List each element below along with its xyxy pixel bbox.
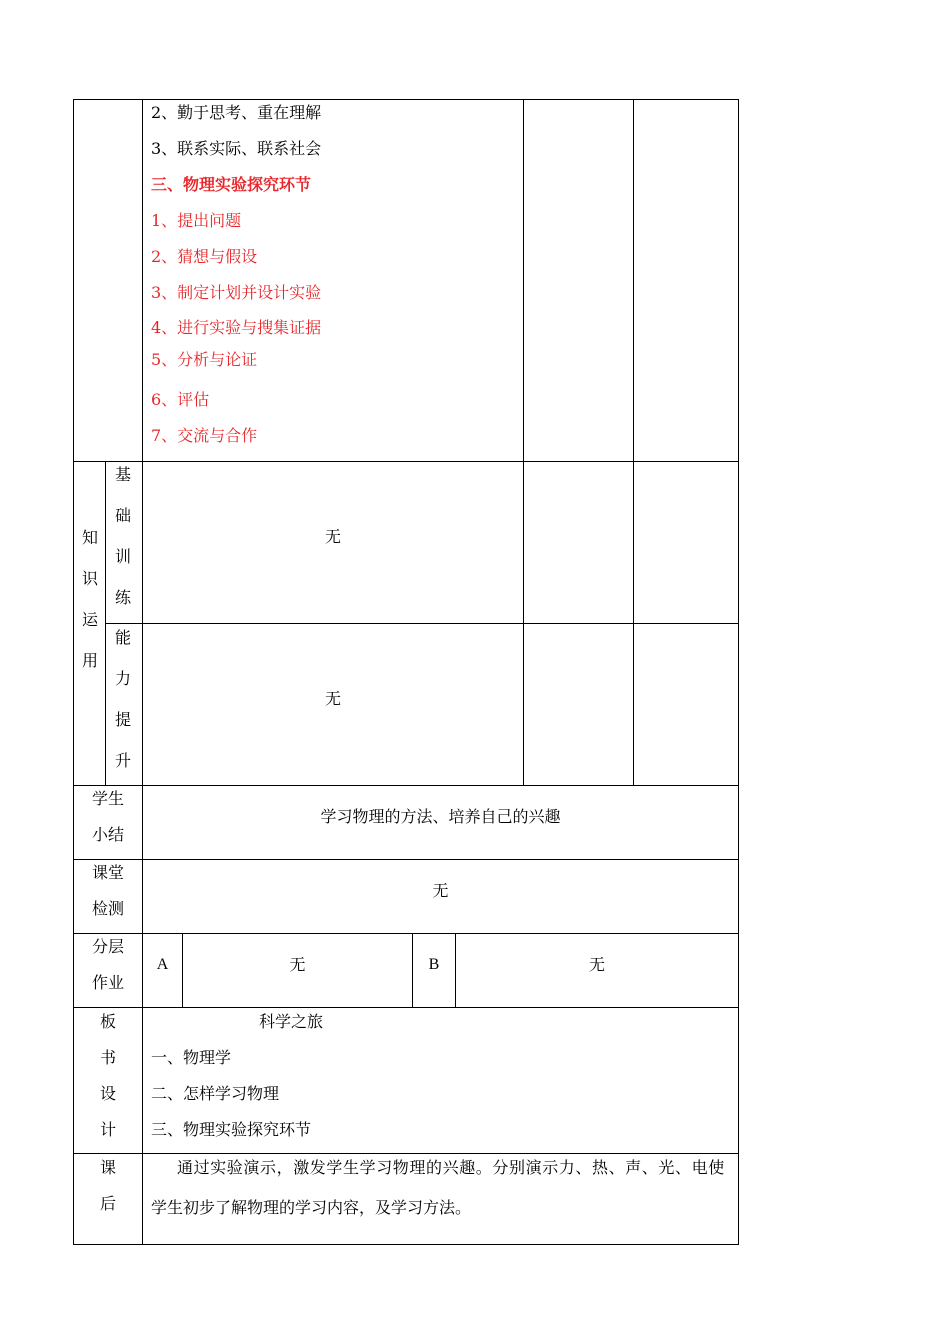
row-divider-ability — [105, 623, 739, 624]
row-divider-board — [73, 1007, 739, 1008]
table-left-border — [73, 99, 74, 1245]
section-heading-experiment: 三、物理实验探究环节 — [151, 175, 312, 194]
table-right-border — [738, 99, 739, 1245]
extra-column-divider-2 — [633, 99, 634, 785]
reflection-line-1: 通过实验演示，激发学生学习物理的兴趣。分别演示力、热、声、光、电使 — [177, 1158, 725, 1177]
board-item-1: 一、物理学 — [151, 1048, 232, 1067]
board-item-2: 二、怎样学习物理 — [151, 1084, 280, 1103]
homework-b-content: 无 — [588, 955, 605, 974]
top-line-1: 2、勤于思考、重在理解 — [151, 103, 322, 122]
summary-content: 学习物理的方法、培养自己的兴趣 — [320, 807, 561, 826]
ability-label: 能 力 提 升 — [114, 628, 131, 770]
row-divider-knowledge — [73, 461, 739, 462]
experiment-step-1: 1、提出问题 — [151, 211, 242, 230]
experiment-step-5: 5、分析与论证 — [151, 350, 258, 369]
row-divider-reflection — [73, 1153, 739, 1154]
experiment-step-6: 6、评估 — [151, 390, 210, 409]
homework-label-1: 分层 — [91, 937, 124, 956]
summary-label-2: 小结 — [91, 825, 124, 844]
top-line-2: 3、联系实际、联系社会 — [151, 139, 322, 158]
summary-label-1: 学生 — [91, 789, 124, 808]
ability-content: 无 — [324, 689, 341, 708]
knowledge-label: 知 识 运 用 — [81, 528, 98, 670]
classtest-label-2: 检测 — [91, 899, 124, 918]
classtest-content: 无 — [432, 881, 449, 900]
board-item-3: 三、物理实验探究环节 — [151, 1120, 312, 1139]
row-divider-summary — [73, 785, 739, 786]
row-divider-classtest — [73, 859, 739, 860]
experiment-step-2: 2、猜想与假设 — [151, 247, 258, 266]
row-divider-homework — [73, 933, 739, 934]
homework-b-label: B — [428, 956, 440, 973]
experiment-step-3: 3、制定计划并设计实验 — [151, 283, 322, 302]
experiment-step-7: 7、交流与合作 — [151, 426, 258, 445]
classtest-label-1: 课堂 — [91, 863, 124, 882]
table-bottom-border — [73, 1244, 739, 1245]
table-top-border — [73, 99, 739, 100]
experiment-step-4: 4、进行实验与搜集证据 — [151, 318, 322, 337]
board-label: 板 书 设 计 — [99, 1012, 116, 1139]
homework-label-2: 作业 — [91, 973, 124, 992]
homework-a-content: 无 — [289, 955, 306, 974]
homework-a-label: A — [156, 956, 169, 973]
basic-training-content: 无 — [324, 527, 341, 546]
reflection-line-2: 学生初步了解物理的学习内容，及学习方法。 — [151, 1198, 472, 1217]
label-column-divider — [142, 99, 143, 1245]
reflection-label: 课 后 — [99, 1158, 116, 1213]
board-title: 科学之旅 — [259, 1012, 324, 1031]
basic-training-label: 基 础 训 练 — [114, 465, 131, 607]
extra-column-divider-1 — [523, 99, 524, 785]
